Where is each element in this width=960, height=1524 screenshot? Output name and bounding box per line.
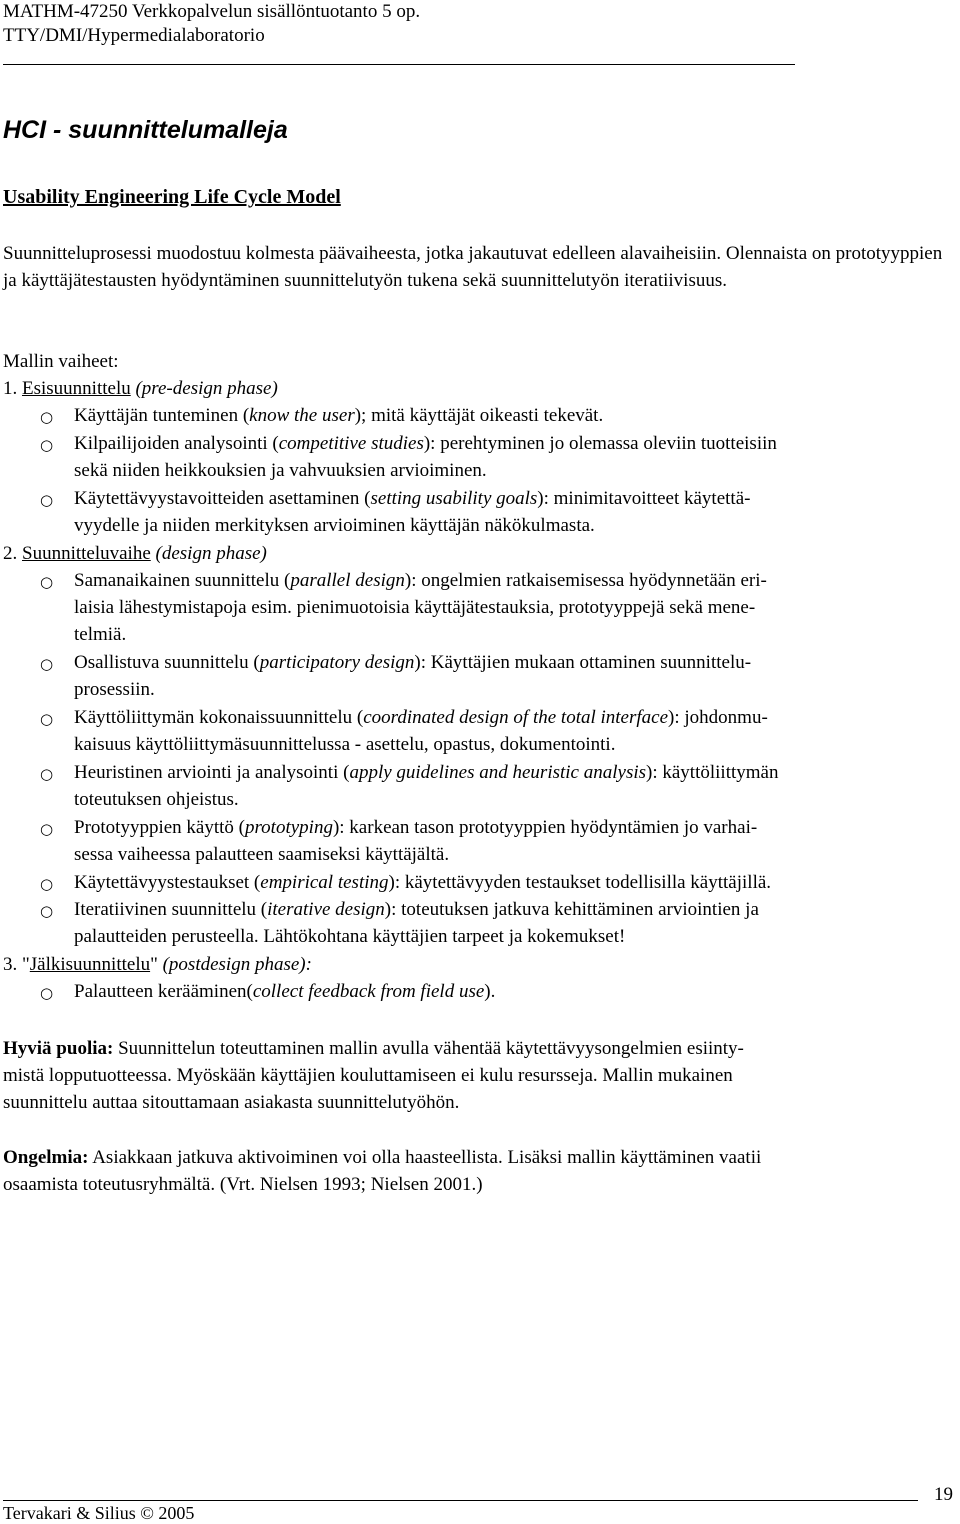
item-text: Samanaikainen suunnittelu ( (74, 570, 291, 591)
item-text: Käyttöliittymän kokonaissuunnittelu ( (74, 707, 364, 728)
pros-line2: mistä lopputuotteessa. Myöskään käyttäjien kouluttamiseen ei kulu resursseja. Mallin mukainen (3, 1065, 733, 1086)
header-rule (3, 64, 795, 65)
item-text-rest: ): perehtyminen jo olemassa oleviin tuotteisiin (423, 433, 777, 454)
item-text: Käyttäjän tunteminen ( (74, 405, 250, 426)
phase2-item7 (74, 896, 759, 923)
item-text: Osallistuva suunnittelu ( (74, 652, 260, 673)
section-subtitle: Usability Engineering Life Cycle Model (3, 186, 341, 208)
phase3-quote-open: " (22, 954, 30, 975)
item-text: Heuristinen arviointi ja analysointi ( (74, 762, 350, 783)
phase1-item2 (74, 430, 777, 457)
bullet-icon: ○ (40, 408, 54, 426)
item-text: Käytettävyystestaukset ( (74, 872, 261, 893)
item-english: collect feedback from field use (252, 981, 485, 1002)
item-text-rest: ): Käyttäjien mukaan ottaminen suunnittelu- (414, 652, 752, 673)
bullet-icon: ○ (40, 655, 54, 673)
bullet-icon: ○ (40, 765, 54, 783)
bullet-icon: ○ (40, 875, 54, 893)
phase2-heading (3, 540, 267, 567)
item-text-rest: ): johdonmu- (668, 707, 768, 728)
item-text: Käytettävyystavoitteiden asettaminen ( (74, 488, 371, 509)
course-header-line2: TTY/DMI/Hypermedialaboratorio (3, 25, 265, 46)
phase2-item1 (74, 567, 767, 594)
cons-text: Asiakkaan jatkuva aktivoiminen voi olla haasteellista. Lisäksi mallin käyttäminen vaatii (88, 1147, 762, 1168)
phase1-item2-cont: sekä niiden heikkouksien ja vahvuuksien arvioiminen. (74, 460, 487, 481)
item-text: Palautteen kerääminen( (74, 981, 253, 1002)
item-text-rest: ): ongelmien ratkaisemisessa hyödynnetään eri- (404, 570, 767, 591)
item-english: know the user (249, 405, 355, 426)
item-text: Prototyyppien käyttö ( (74, 817, 245, 838)
intro-paragraph: Suunnitteluprosessi muodostuu kolmesta päävaiheesta, jotka jakautuvat edelleen alavaiheisiin. Olennaista on prototyyppien ja käyttäjätestausten hyödyntäminen suunnittelutyön tukena sekä suunnittelutyön iteratiivisuus. (3, 243, 943, 292)
bullet-icon: ○ (40, 820, 54, 838)
item-english: parallel design (290, 570, 405, 591)
page-number: 19 (934, 1484, 953, 1505)
pros-line3: suunnittelu auttaa sitouttamaan asiakasta suunnittelutyöhön. (3, 1092, 460, 1113)
phase1-item3-cont: vyydelle ja niiden merkityksen arvioiminen käyttäjän näkökulmasta. (74, 515, 595, 536)
item-english: apply guidelines and heuristic analysis (349, 762, 647, 783)
item-text-rest: ): karkean tason prototyyppien hyödyntämien jo varhai- (332, 817, 758, 838)
page-title: HCI - suunnittelumalleja (3, 116, 288, 144)
phase2-item2 (74, 649, 751, 676)
phase3-item1 (74, 978, 495, 1005)
item-english: participatory design (259, 652, 415, 673)
item-text: Kilpailijoiden analysointi ( (74, 433, 279, 454)
phases-label: Mallin vaiheet: (3, 351, 119, 372)
phase2-item7-cont: palautteiden perusteella. Lähtökohtana käyttäjien tarpeet ja kokemukset! (74, 926, 626, 947)
phase2-name: Suunnitteluvaihe (22, 543, 151, 564)
pros-label: Hyviä puolia: (3, 1038, 114, 1059)
item-text-rest: ). (484, 981, 496, 1002)
bullet-icon: ○ (40, 436, 54, 454)
course-header-line1: MATHM-47250 Verkkopalvelun sisällöntuotanto 5 op. (3, 1, 421, 22)
phase3-name: Jälkisuunnittelu (29, 954, 151, 975)
phase3-heading (3, 951, 312, 978)
item-text-rest: ): käyttöliittymän (646, 762, 779, 783)
item-english: iterative design (267, 899, 385, 920)
footer-authors: Tervakari & Silius © 2005 (3, 1503, 195, 1523)
phase2-item1-cont2: telmiä. (74, 624, 127, 645)
item-english: competitive studies (278, 433, 424, 454)
phase2-number: 2. (3, 543, 18, 564)
phase2-item6 (74, 869, 771, 896)
item-text-rest: ): toteutuksen jatkuva kehittäminen arviointien ja (384, 899, 759, 920)
phase1-english: (pre-design phase) (135, 378, 278, 399)
item-english: setting usability goals (370, 488, 538, 509)
item-text-rest: ); mitä käyttäjät oikeasti tekevät. (354, 405, 604, 426)
cons-line2: osaamista toteutusryhmältä. (Vrt. Nielsen 1993; Nielsen 2001.) (3, 1174, 483, 1195)
phase3-number: 3. (3, 954, 18, 975)
pros-line1 (3, 1035, 744, 1062)
phase2-item3 (74, 704, 768, 731)
cons-line1 (3, 1144, 761, 1171)
phase2-english: (design phase) (155, 543, 267, 564)
phase3-english: (postdesign phase): (162, 954, 312, 975)
pros-text: Suunnittelun toteuttaminen mallin avulla vähentää käytettävyysongelmien esiinty- (113, 1038, 744, 1059)
item-text-rest: ): minimitavoitteet käytettä- (537, 488, 751, 509)
bullet-icon: ○ (40, 491, 54, 509)
bullet-icon: ○ (40, 984, 54, 1002)
phase2-item4-cont: toteutuksen ohjeistus. (74, 789, 239, 810)
phase3-quote-close: " (150, 954, 158, 975)
phase2-item2-cont: prosessiin. (74, 679, 155, 700)
phase2-item3-cont: kaisuus käyttöliittymäsuunnittelussa - asettelu, opastus, dokumentointi. (74, 734, 616, 755)
phase1-name: Esisuunnittelu (22, 378, 131, 399)
bullet-icon: ○ (40, 710, 54, 728)
phase2-item1-cont: laisia lähestymistapoja esim. pienimuotoisia käyttäjätestauksia, prototyyppejä sekä mene- (74, 597, 756, 618)
course-header (3, 0, 420, 48)
cons-label: Ongelmia: (3, 1147, 89, 1168)
phase1-heading (3, 375, 278, 402)
item-english: prototyping (244, 817, 333, 838)
item-english: coordinated design of the total interface (363, 707, 669, 728)
phase2-item5 (74, 814, 757, 841)
phase1-number: 1. (3, 378, 18, 399)
phase1-item1 (74, 402, 603, 429)
phase2-item4 (74, 759, 778, 786)
footer-rule (3, 1500, 918, 1501)
phase1-item3 (74, 485, 750, 512)
bullet-icon: ○ (40, 573, 54, 591)
bullet-icon: ○ (40, 902, 54, 920)
item-text-rest: ): käytettävyyden testaukset todellisilla käyttäjillä. (388, 872, 772, 893)
phase2-item5-cont: sessa vaiheessa palautteen saamiseksi käyttäjältä. (74, 844, 450, 865)
item-text: Iteratiivinen suunnittelu ( (74, 899, 268, 920)
item-english: empirical testing (260, 872, 389, 893)
